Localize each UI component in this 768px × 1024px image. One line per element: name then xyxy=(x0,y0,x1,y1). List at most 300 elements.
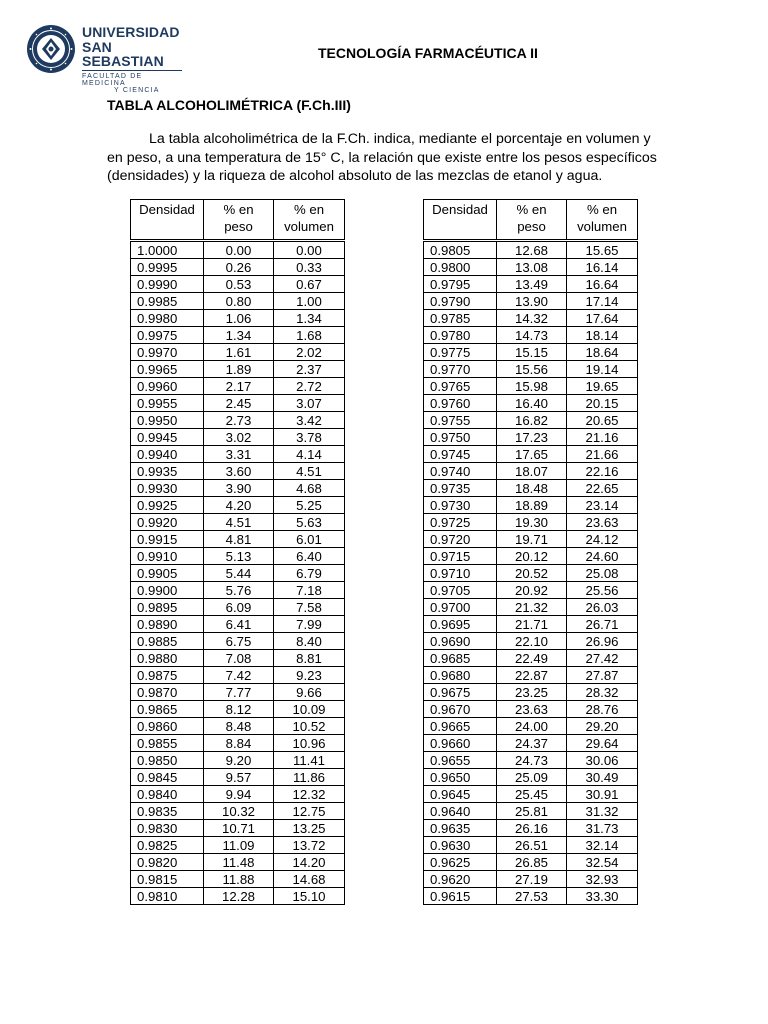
cell-volume-percent: 24.12 xyxy=(567,531,638,548)
cell-density: 0.9665 xyxy=(424,718,497,735)
header-weight-percent xyxy=(204,200,274,241)
cell-weight-percent: 11.88 xyxy=(204,871,274,888)
table-row xyxy=(424,718,638,735)
table-row xyxy=(131,820,345,837)
cell-density: 0.9670 xyxy=(424,701,497,718)
cell-weight-percent: 22.87 xyxy=(497,667,567,684)
table-row xyxy=(131,565,345,582)
cell-density: 0.9850 xyxy=(131,752,204,769)
cell-density: 0.9690 xyxy=(424,633,497,650)
cell-density: 0.9870 xyxy=(131,684,204,701)
cell-weight-percent: 6.09 xyxy=(204,599,274,616)
cell-volume-percent: 8.40 xyxy=(274,633,345,650)
logo-wordmark xyxy=(82,25,186,94)
table-row xyxy=(131,463,345,480)
cell-volume-percent: 9.23 xyxy=(274,667,345,684)
cell-density: 0.9980 xyxy=(131,310,204,327)
cell-density: 0.9650 xyxy=(424,769,497,786)
header-weight-line2: peso xyxy=(517,219,546,234)
table-row xyxy=(424,820,638,837)
table-row xyxy=(131,429,345,446)
cell-volume-percent: 3.07 xyxy=(274,395,345,412)
logo-line-science: Y CIENCIA xyxy=(114,87,160,94)
cell-volume-percent: 10.52 xyxy=(274,718,345,735)
cell-density: 0.9810 xyxy=(131,888,204,905)
cell-weight-percent: 25.45 xyxy=(497,786,567,803)
table-row xyxy=(424,871,638,888)
cell-volume-percent: 32.14 xyxy=(567,837,638,854)
section-title: TABLA ALCOHOLIMÉTRICA (F.Ch.III) xyxy=(107,97,351,113)
cell-density: 0.9770 xyxy=(424,361,497,378)
cell-weight-percent: 1.89 xyxy=(204,361,274,378)
cell-density: 0.9940 xyxy=(131,446,204,463)
cell-density: 0.9780 xyxy=(424,327,497,344)
cell-weight-percent: 1.34 xyxy=(204,327,274,344)
cell-volume-percent: 31.73 xyxy=(567,820,638,837)
cell-volume-percent: 20.15 xyxy=(567,395,638,412)
cell-weight-percent: 13.90 xyxy=(497,293,567,310)
cell-weight-percent: 12.28 xyxy=(204,888,274,905)
cell-density: 0.9625 xyxy=(424,854,497,871)
header-density xyxy=(131,200,204,241)
table-row xyxy=(424,241,638,259)
table-row xyxy=(131,582,345,599)
table-row xyxy=(131,837,345,854)
cell-weight-percent: 18.07 xyxy=(497,463,567,480)
cell-density: 0.9705 xyxy=(424,582,497,599)
cell-weight-percent: 24.37 xyxy=(497,735,567,752)
cell-density: 0.9965 xyxy=(131,361,204,378)
cell-density: 0.9830 xyxy=(131,820,204,837)
table-row xyxy=(131,310,345,327)
table-row xyxy=(424,327,638,344)
cell-weight-percent: 0.53 xyxy=(204,276,274,293)
header-volume-line1: % en xyxy=(293,202,325,217)
cell-weight-percent: 5.44 xyxy=(204,565,274,582)
logo-line-san-sebastian: SAN SEBASTIAN xyxy=(82,39,164,69)
table-row xyxy=(424,752,638,769)
cell-weight-percent: 17.65 xyxy=(497,446,567,463)
cell-volume-percent: 25.56 xyxy=(567,582,638,599)
alcohol-table-right xyxy=(423,199,638,905)
cell-weight-percent: 17.23 xyxy=(497,429,567,446)
cell-density: 0.9990 xyxy=(131,276,204,293)
table-row xyxy=(131,361,345,378)
table-header-row xyxy=(424,200,638,241)
table-row xyxy=(131,480,345,497)
table-row xyxy=(131,684,345,701)
cell-weight-percent: 9.94 xyxy=(204,786,274,803)
cell-volume-percent: 1.00 xyxy=(274,293,345,310)
header-weight-line1: % en xyxy=(223,202,254,217)
cell-density: 0.9615 xyxy=(424,888,497,905)
cell-weight-percent: 26.16 xyxy=(497,820,567,837)
cell-density: 0.9915 xyxy=(131,531,204,548)
cell-density: 0.9710 xyxy=(424,565,497,582)
cell-volume-percent: 30.49 xyxy=(567,769,638,786)
cell-density: 0.9925 xyxy=(131,497,204,514)
table-row xyxy=(424,463,638,480)
cell-volume-percent: 0.00 xyxy=(274,241,345,259)
cell-volume-percent: 23.63 xyxy=(567,514,638,531)
cell-volume-percent: 4.68 xyxy=(274,480,345,497)
cell-volume-percent: 27.42 xyxy=(567,650,638,667)
cell-volume-percent: 17.64 xyxy=(567,310,638,327)
table-row xyxy=(131,412,345,429)
header-density xyxy=(424,200,497,241)
table-row xyxy=(424,599,638,616)
cell-weight-percent: 1.06 xyxy=(204,310,274,327)
cell-volume-percent: 3.42 xyxy=(274,412,345,429)
cell-volume-percent: 16.64 xyxy=(567,276,638,293)
table-header-row xyxy=(131,200,345,241)
table-row xyxy=(131,241,345,259)
cell-weight-percent: 5.13 xyxy=(204,548,274,565)
table-row xyxy=(424,361,638,378)
table-row xyxy=(424,565,638,582)
cell-volume-percent: 21.66 xyxy=(567,446,638,463)
table-row xyxy=(131,735,345,752)
cell-volume-percent: 3.78 xyxy=(274,429,345,446)
cell-weight-percent: 18.89 xyxy=(497,497,567,514)
cell-weight-percent: 8.84 xyxy=(204,735,274,752)
table-row xyxy=(131,378,345,395)
cell-volume-percent: 0.33 xyxy=(274,259,345,276)
cell-volume-percent: 4.51 xyxy=(274,463,345,480)
cell-weight-percent: 19.71 xyxy=(497,531,567,548)
table-row xyxy=(424,633,638,650)
cell-density: 0.9905 xyxy=(131,565,204,582)
cell-volume-percent: 29.20 xyxy=(567,718,638,735)
cell-volume-percent: 6.01 xyxy=(274,531,345,548)
cell-weight-percent: 4.20 xyxy=(204,497,274,514)
cell-density: 0.9775 xyxy=(424,344,497,361)
cell-volume-percent: 0.67 xyxy=(274,276,345,293)
table-row xyxy=(424,497,638,514)
cell-weight-percent: 2.45 xyxy=(204,395,274,412)
cell-density: 0.9635 xyxy=(424,820,497,837)
table-row xyxy=(424,803,638,820)
cell-volume-percent: 18.64 xyxy=(567,344,638,361)
cell-density: 0.9875 xyxy=(131,667,204,684)
table-row xyxy=(131,395,345,412)
cell-volume-percent: 15.10 xyxy=(274,888,345,905)
cell-volume-percent: 5.63 xyxy=(274,514,345,531)
cell-volume-percent: 17.14 xyxy=(567,293,638,310)
cell-volume-percent: 6.79 xyxy=(274,565,345,582)
cell-weight-percent: 5.76 xyxy=(204,582,274,599)
cell-density: 0.9680 xyxy=(424,667,497,684)
header-density-label: Densidad xyxy=(139,202,195,217)
header-volume-line2: volumen xyxy=(577,219,627,234)
cell-density: 0.9880 xyxy=(131,650,204,667)
cell-density: 0.9750 xyxy=(424,429,497,446)
cell-weight-percent: 21.71 xyxy=(497,616,567,633)
course-title: TECNOLOGÍA FARMACÉUTICA II xyxy=(318,45,538,61)
cell-volume-percent: 14.68 xyxy=(274,871,345,888)
table-row xyxy=(424,701,638,718)
cell-weight-percent: 22.49 xyxy=(497,650,567,667)
cell-volume-percent: 7.58 xyxy=(274,599,345,616)
table-row xyxy=(131,344,345,361)
cell-density: 0.9955 xyxy=(131,395,204,412)
cell-density: 0.9735 xyxy=(424,480,497,497)
cell-density: 0.9935 xyxy=(131,463,204,480)
cell-density: 0.9640 xyxy=(424,803,497,820)
table-row xyxy=(131,616,345,633)
cell-weight-percent: 9.57 xyxy=(204,769,274,786)
cell-density: 0.9645 xyxy=(424,786,497,803)
cell-weight-percent: 8.48 xyxy=(204,718,274,735)
cell-volume-percent: 32.54 xyxy=(567,854,638,871)
table-row xyxy=(131,514,345,531)
cell-weight-percent: 15.98 xyxy=(497,378,567,395)
cell-weight-percent: 18.48 xyxy=(497,480,567,497)
table-row xyxy=(424,429,638,446)
cell-density: 0.9960 xyxy=(131,378,204,395)
cell-volume-percent: 26.71 xyxy=(567,616,638,633)
cell-volume-percent: 21.16 xyxy=(567,429,638,446)
table-row xyxy=(131,548,345,565)
cell-density: 0.9685 xyxy=(424,650,497,667)
cell-density: 0.9785 xyxy=(424,310,497,327)
cell-weight-percent: 3.90 xyxy=(204,480,274,497)
table-row xyxy=(131,718,345,735)
cell-density: 0.9800 xyxy=(424,259,497,276)
table-row xyxy=(131,531,345,548)
alcohol-table-left xyxy=(130,199,345,905)
cell-weight-percent: 4.51 xyxy=(204,514,274,531)
header-volume-line2: volumen xyxy=(284,219,334,234)
table-row xyxy=(131,701,345,718)
cell-weight-percent: 10.71 xyxy=(204,820,274,837)
cell-density: 0.9970 xyxy=(131,344,204,361)
cell-volume-percent: 1.34 xyxy=(274,310,345,327)
cell-volume-percent: 2.02 xyxy=(274,344,345,361)
header-weight-percent xyxy=(497,200,567,241)
cell-weight-percent: 21.32 xyxy=(497,599,567,616)
cell-density: 0.9820 xyxy=(131,854,204,871)
cell-weight-percent: 26.85 xyxy=(497,854,567,871)
cell-density: 0.9945 xyxy=(131,429,204,446)
cell-density: 0.9860 xyxy=(131,718,204,735)
cell-weight-percent: 26.51 xyxy=(497,837,567,854)
cell-volume-percent: 31.32 xyxy=(567,803,638,820)
cell-volume-percent: 22.65 xyxy=(567,480,638,497)
cell-weight-percent: 1.61 xyxy=(204,344,274,361)
cell-weight-percent: 7.42 xyxy=(204,667,274,684)
cell-weight-percent: 6.41 xyxy=(204,616,274,633)
cell-volume-percent: 30.06 xyxy=(567,752,638,769)
cell-volume-percent: 10.09 xyxy=(274,701,345,718)
cell-density: 0.9675 xyxy=(424,684,497,701)
cell-density: 0.9655 xyxy=(424,752,497,769)
cell-density: 0.9910 xyxy=(131,548,204,565)
cell-density: 0.9765 xyxy=(424,378,497,395)
table-row xyxy=(131,293,345,310)
cell-weight-percent: 3.60 xyxy=(204,463,274,480)
cell-volume-percent: 20.65 xyxy=(567,412,638,429)
cell-weight-percent: 2.17 xyxy=(204,378,274,395)
header-volume-percent xyxy=(567,200,638,241)
cell-density: 0.9920 xyxy=(131,514,204,531)
cell-volume-percent: 7.99 xyxy=(274,616,345,633)
cell-weight-percent: 24.73 xyxy=(497,752,567,769)
cell-density: 0.9790 xyxy=(424,293,497,310)
cell-volume-percent: 23.14 xyxy=(567,497,638,514)
cell-density: 0.9725 xyxy=(424,514,497,531)
cell-weight-percent: 25.81 xyxy=(497,803,567,820)
header-weight-line1: % en xyxy=(516,202,547,217)
cell-weight-percent: 0.00 xyxy=(204,241,274,259)
cell-weight-percent: 19.30 xyxy=(497,514,567,531)
table-row xyxy=(424,395,638,412)
university-seal-icon xyxy=(26,24,76,74)
cell-density: 0.9620 xyxy=(424,871,497,888)
cell-volume-percent: 14.20 xyxy=(274,854,345,871)
cell-weight-percent: 16.40 xyxy=(497,395,567,412)
cell-density: 0.9885 xyxy=(131,633,204,650)
cell-volume-percent: 33.30 xyxy=(567,888,638,905)
cell-density: 0.9795 xyxy=(424,276,497,293)
cell-weight-percent: 14.73 xyxy=(497,327,567,344)
cell-volume-percent: 5.25 xyxy=(274,497,345,514)
cell-weight-percent: 24.00 xyxy=(497,718,567,735)
cell-volume-percent: 2.72 xyxy=(274,378,345,395)
cell-density: 0.9835 xyxy=(131,803,204,820)
cell-volume-percent: 4.14 xyxy=(274,446,345,463)
cell-weight-percent: 25.09 xyxy=(497,769,567,786)
cell-density: 0.9895 xyxy=(131,599,204,616)
table-row xyxy=(424,786,638,803)
cell-volume-percent: 26.96 xyxy=(567,633,638,650)
header-density-label: Densidad xyxy=(432,202,488,217)
table-row xyxy=(424,582,638,599)
table-row xyxy=(424,837,638,854)
cell-density: 0.9755 xyxy=(424,412,497,429)
table-row xyxy=(131,871,345,888)
cell-weight-percent: 16.82 xyxy=(497,412,567,429)
cell-volume-percent: 1.68 xyxy=(274,327,345,344)
header-weight-line2: peso xyxy=(224,219,253,234)
cell-weight-percent: 22.10 xyxy=(497,633,567,650)
cell-density: 0.9975 xyxy=(131,327,204,344)
table-row xyxy=(424,769,638,786)
table-row xyxy=(131,888,345,905)
table-row xyxy=(424,446,638,463)
cell-volume-percent: 28.32 xyxy=(567,684,638,701)
cell-weight-percent: 14.32 xyxy=(497,310,567,327)
cell-volume-percent: 10.96 xyxy=(274,735,345,752)
table-row xyxy=(424,616,638,633)
table-row xyxy=(131,259,345,276)
cell-density: 0.9865 xyxy=(131,701,204,718)
cell-density: 0.9730 xyxy=(424,497,497,514)
table-row xyxy=(424,548,638,565)
cell-volume-percent: 13.25 xyxy=(274,820,345,837)
cell-volume-percent: 11.41 xyxy=(274,752,345,769)
table-row xyxy=(131,752,345,769)
table-row xyxy=(131,803,345,820)
table-row xyxy=(424,888,638,905)
cell-weight-percent: 11.48 xyxy=(204,854,274,871)
cell-volume-percent: 15.65 xyxy=(567,241,638,259)
cell-density: 0.9630 xyxy=(424,837,497,854)
table-row xyxy=(131,769,345,786)
cell-density: 0.9805 xyxy=(424,241,497,259)
cell-volume-percent: 25.08 xyxy=(567,565,638,582)
cell-weight-percent: 15.15 xyxy=(497,344,567,361)
table-row xyxy=(424,667,638,684)
cell-volume-percent: 9.66 xyxy=(274,684,345,701)
cell-density: 0.9900 xyxy=(131,582,204,599)
logo-divider xyxy=(82,70,182,71)
cell-density: 0.9855 xyxy=(131,735,204,752)
intro-text: La tabla alcoholimétrica de la F.Ch. indica, mediante el porcentaje en volumen y en peso, a una temperatura de 15° C, la relación que existe entre los pesos específicos (densidades) y la riqueza de alcohol absoluto de las mezclas de etanol y agua. xyxy=(107,131,657,184)
cell-weight-percent: 7.08 xyxy=(204,650,274,667)
cell-volume-percent: 12.75 xyxy=(274,803,345,820)
cell-density: 0.9745 xyxy=(424,446,497,463)
table-row xyxy=(424,735,638,752)
cell-volume-percent: 11.86 xyxy=(274,769,345,786)
cell-weight-percent: 0.26 xyxy=(204,259,274,276)
cell-volume-percent: 29.64 xyxy=(567,735,638,752)
table-row xyxy=(424,276,638,293)
cell-weight-percent: 27.19 xyxy=(497,871,567,888)
cell-weight-percent: 3.31 xyxy=(204,446,274,463)
table-row xyxy=(131,667,345,684)
table-row xyxy=(424,480,638,497)
table-row xyxy=(424,259,638,276)
cell-density: 0.9995 xyxy=(131,259,204,276)
table-row xyxy=(131,446,345,463)
logo-line-faculty: FACULTAD DE MEDICINA xyxy=(82,73,143,87)
cell-weight-percent: 15.56 xyxy=(497,361,567,378)
table-row xyxy=(424,378,638,395)
cell-volume-percent: 19.14 xyxy=(567,361,638,378)
table-row xyxy=(131,599,345,616)
table-row xyxy=(424,293,638,310)
cell-weight-percent: 11.09 xyxy=(204,837,274,854)
cell-volume-percent: 30.91 xyxy=(567,786,638,803)
table-row xyxy=(424,684,638,701)
cell-weight-percent: 9.20 xyxy=(204,752,274,769)
cell-weight-percent: 7.77 xyxy=(204,684,274,701)
cell-volume-percent: 8.81 xyxy=(274,650,345,667)
table-row xyxy=(131,633,345,650)
table-row xyxy=(131,276,345,293)
cell-density: 0.9740 xyxy=(424,463,497,480)
cell-volume-percent: 28.76 xyxy=(567,701,638,718)
table-row xyxy=(131,786,345,803)
cell-density: 0.9840 xyxy=(131,786,204,803)
cell-density: 0.9715 xyxy=(424,548,497,565)
cell-density: 0.9760 xyxy=(424,395,497,412)
table-row xyxy=(131,327,345,344)
cell-volume-percent: 16.14 xyxy=(567,259,638,276)
intro-paragraph xyxy=(107,130,667,186)
cell-volume-percent: 13.72 xyxy=(274,837,345,854)
cell-volume-percent: 32.93 xyxy=(567,871,638,888)
cell-density: 0.9815 xyxy=(131,871,204,888)
table-row xyxy=(424,854,638,871)
cell-weight-percent: 8.12 xyxy=(204,701,274,718)
cell-weight-percent: 4.81 xyxy=(204,531,274,548)
cell-weight-percent: 27.53 xyxy=(497,888,567,905)
cell-weight-percent: 20.52 xyxy=(497,565,567,582)
table-row xyxy=(424,514,638,531)
cell-density: 0.9695 xyxy=(424,616,497,633)
